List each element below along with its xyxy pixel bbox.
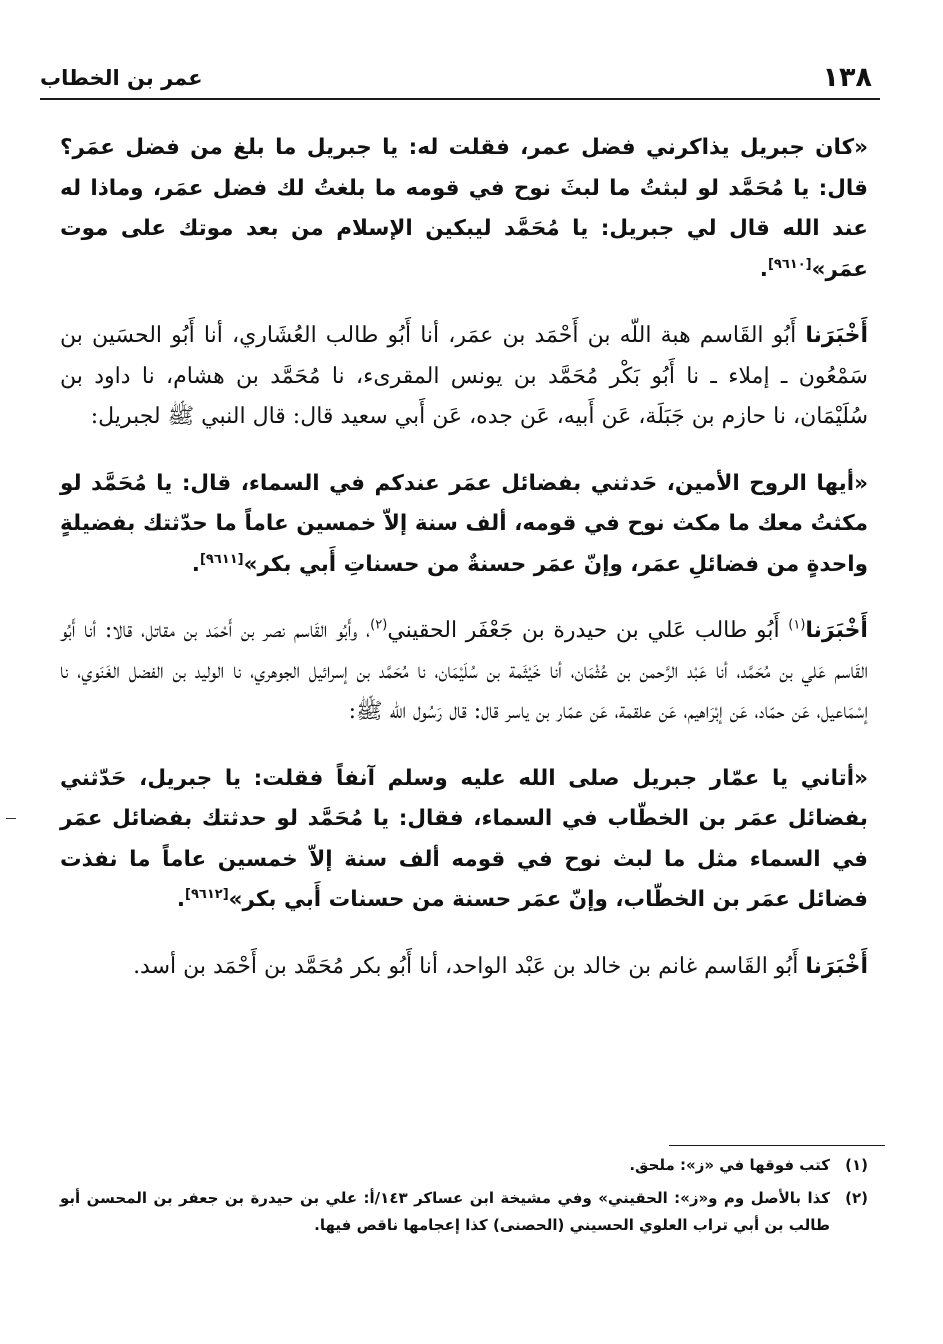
isnad-text: أَبُو القَاسم هبة اللّه بن أَحْمَد بن عمَر، أنا أَبُو طالب العُشَاري، أنا أَبُو الحسَين بن سَمْعُون ـ إملاء ـ نا أَبُو بَكْر مُحَمَّد بن يونس المقرىء، نا مُحَمَّد بن هشام، نا داود بن سُلَيْمَان، نا حازم بن جَبَلَة، عَن أَبيه، عَن جده، عَن أَبي سعيد قال: قال النبي ﷺ لجبريل:: [60, 323, 868, 429]
running-header: [40, 58, 880, 100]
footnote-marker-2[interactable]: (٢): [370, 617, 388, 633]
isnad-text-continued: ، وأَبُو القَاسم نصر بن أَحْمَد بن مقاتل، قالا: أنا أَبُو القَاسم عَلي بن مُحَمَّد، أنا عَبْد الرَّحمن بن عُثْمَان، أنا خَيْثَمة بن سُلَيْمَان، نا مُحَمَّد بن إسرائيل الجوهري، نا الوليد بن الفضل الغَنَوي، نا إسْمَاعيل، عَن حمّاد، عَن إبْرَاهيم، عَن علقمة، عَن عمّار بن ياسر قال: قال رَسُول اللّه ﷺ:: [60, 618, 868, 724]
hadith-quote-paragraph: [60, 464, 868, 586]
quote-end: .: [759, 256, 768, 282]
hadith-reference-number: [٩٦١٠]: [767, 256, 812, 272]
hadith-quote-paragraph: [60, 128, 868, 290]
quote-text: «أتاني يا عمّار جبريل صلى الله عليه وسلم آنفاً فقلت: يا جبريل، حَدّثني بفضائل عمَر بن الخطّاب في السماء، فقال: يا مُحَمَّد لو حدثتك بفضائل عمَر في السماء مثل ما لبث نوح في قومه ألف سنة إلاّ خمسين عاماً ما نفذت فضائل عمَر بن الخطّاب، وإنّ عمَر حسنة من حسنات أَبي بكر»: [60, 765, 868, 912]
isnad-text: أَبُو طالب عَلي بن حيدرة بن جَعْفَر الحقيني: [387, 618, 789, 643]
footnote-separator: [669, 1145, 885, 1146]
quote-end: .: [191, 551, 200, 577]
footnote-1: [60, 1152, 868, 1179]
isnad-paragraph: [60, 947, 868, 988]
footnote-2: [60, 1185, 868, 1239]
quote-end: .: [176, 887, 185, 912]
footnote-text: كذا بالأصل وم و«ز»: الحقيني» وفي مشيخة ابن عساكر ١٤٣/أ: علي بن حيدرة بن جعفر بن المحسن أبو طالب بن أبي تراب العلوي الحسيني (الحصنى) كذا إعجامها ناقص فيها.: [60, 1189, 830, 1234]
scan-edge-mark: [6, 818, 16, 819]
footnote-marker-1[interactable]: (١): [788, 617, 806, 633]
isnad-text: أَبُو القَاسم غانم بن خالد بن عَبْد الواحد، أنا أَبُو بكر مُحَمَّد بن أَحْمَد بن أسد.: [133, 953, 806, 979]
footnote-number: (٢): [845, 1189, 868, 1207]
footnotes: [60, 1152, 868, 1245]
akhbarana-lead: أَخْبَرَنا: [805, 953, 868, 979]
footnote-text: كتب فوقها في «ز»: ملحق.: [629, 1156, 830, 1174]
running-title: عمر بن الخطاب: [40, 66, 203, 90]
akhbarana-lead: أَخْبَرَنا: [805, 323, 868, 348]
hadith-reference-number: [٩٦١١]: [199, 551, 244, 567]
hadith-quote-paragraph: [60, 759, 868, 921]
hadith-reference-number: [٩٦١٢]: [185, 886, 229, 902]
quote-text: «كان جبريل يذاكرني فضل عمر، فقلت له: يا جبريل ما بلغ من فضل عمَر؟ قال: يا مُحَمَّد لو لبثتُ ما لبثَ نوح في قومه ما بلغتُ لك فضل عمَر، وماذا له عند الله قال لي جبريل: يا مُحَمَّد ليبكين الإسلام من بعد موتك على موت عمَر»: [60, 135, 868, 282]
akhbarana-lead: أَخْبَرَنا: [805, 618, 868, 643]
page-number: ١٣٨: [822, 62, 872, 93]
isnad-paragraph: [60, 611, 868, 733]
footnote-number: (١): [845, 1156, 868, 1174]
main-text: [60, 128, 868, 1013]
quote-text: «أيها الروح الأمين، حَدثني بفضائل عمَر عندكم في السماء، قال: يا مُحَمَّد لو مكثتُ معك ما مكث نوح في قومه، ألف سنة إلاّ خمسين عاماً ما حدّثتك بفضيلةٍ واحدةٍ من فضائلِ عمَر، وإنّ عمَر حسنةٌ من حسناتِ أَبي بكر»: [60, 470, 868, 577]
isnad-paragraph: [60, 316, 868, 438]
